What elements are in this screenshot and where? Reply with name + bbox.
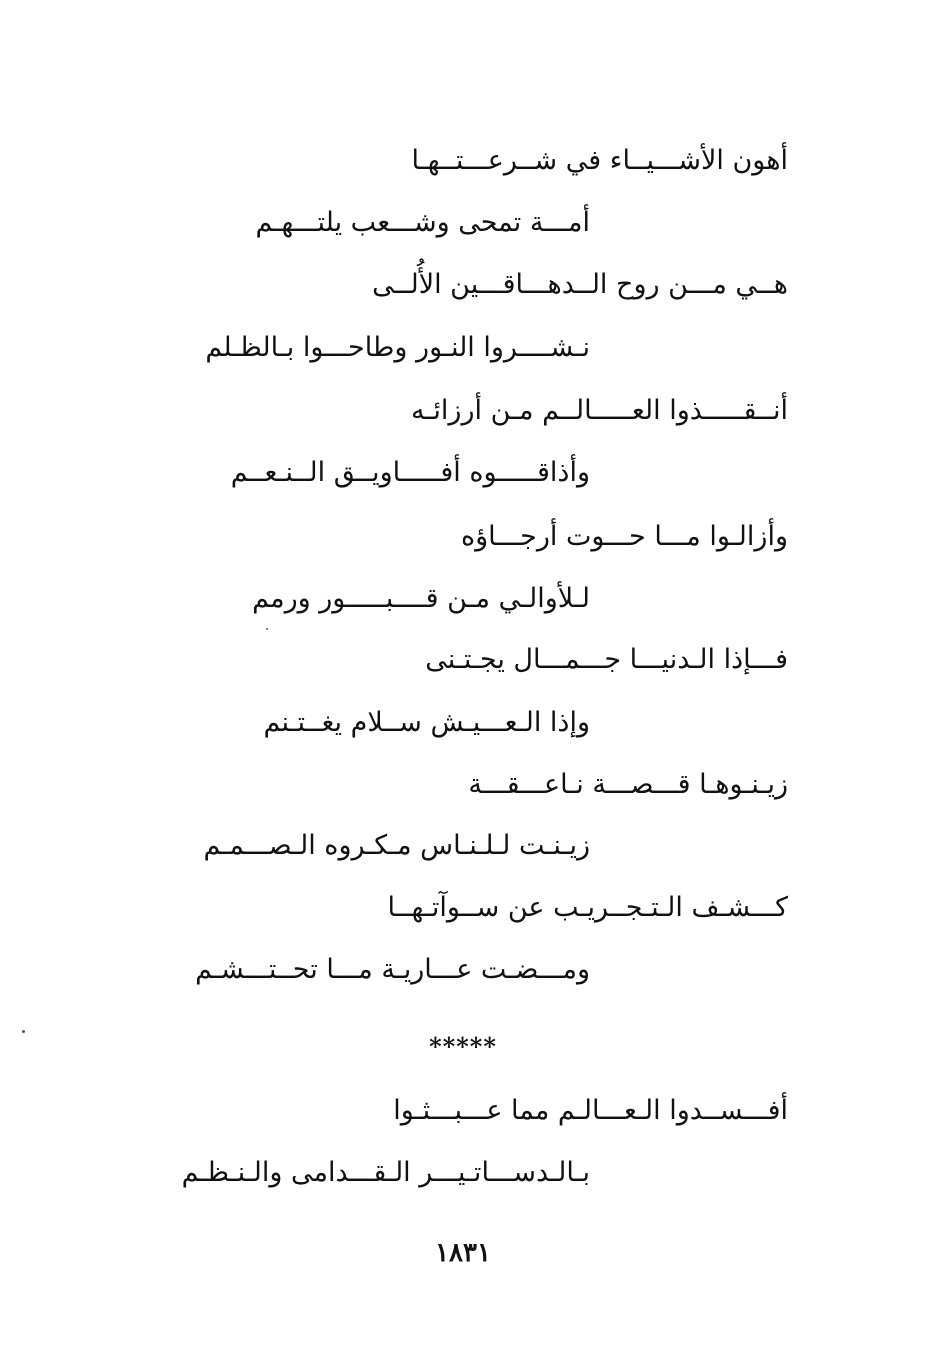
verse-line: وأذاقـــــوه أفـــــاويــق الــنـعــم: [230, 457, 590, 488]
verse-line: أفـــســدوا الـعـــالـم مما عـــبـــثـوا: [393, 1095, 788, 1126]
verse-line: زيـنـوهـا قـــصـــة نـاعـــقـــة: [468, 769, 788, 800]
verse-line: أمـــة تمحى وشـــعب يلتـــهـم: [255, 207, 590, 238]
verse-line: نـشــــروا النـور وطاحـــوا بـالظـلم: [205, 332, 590, 363]
page-number: ١٨٣١: [435, 1238, 491, 1268]
verse-line: فـــإذا الـدنيـــا جـــمـــال يجـتـنى: [425, 644, 788, 675]
verse-line: وإذا الـعـــيـش ســلام يغــتـنم: [263, 707, 590, 738]
scan-speck: [22, 1030, 25, 1033]
verse-line: هــي مـــن روح الــدهـــاقـــين الأُلــى: [372, 269, 788, 300]
verse-line: أهون الأشـــيــاء في شــرعـــتــهـا: [411, 145, 788, 176]
verse-line: لـلأوالـي مـن قــــبـــــور ورمم: [252, 583, 590, 614]
verse-line: أنــقـــــذوا العـــــالــم مـن أرزائـه: [411, 395, 788, 426]
verse-line: بـالـدســـاتـيـــر الـقـــدامى والـنـظـم: [181, 1157, 590, 1188]
verse-line: زيـنـت لـلـنـاس مـكـروه الـصـــمـم: [203, 830, 590, 861]
verse-line: وأزالـوا مـــا حـــوت أرجـــاؤه: [461, 521, 788, 552]
verse-line: كـــشـف الـتـجــريـب عن ســوآتـهــا: [387, 892, 788, 923]
verse-line: ومـــضـت عـــاريـة مـــا تحــتـــشـم: [195, 954, 590, 985]
scan-speck: [266, 628, 268, 630]
stanza-separator: *****: [429, 1032, 497, 1061]
